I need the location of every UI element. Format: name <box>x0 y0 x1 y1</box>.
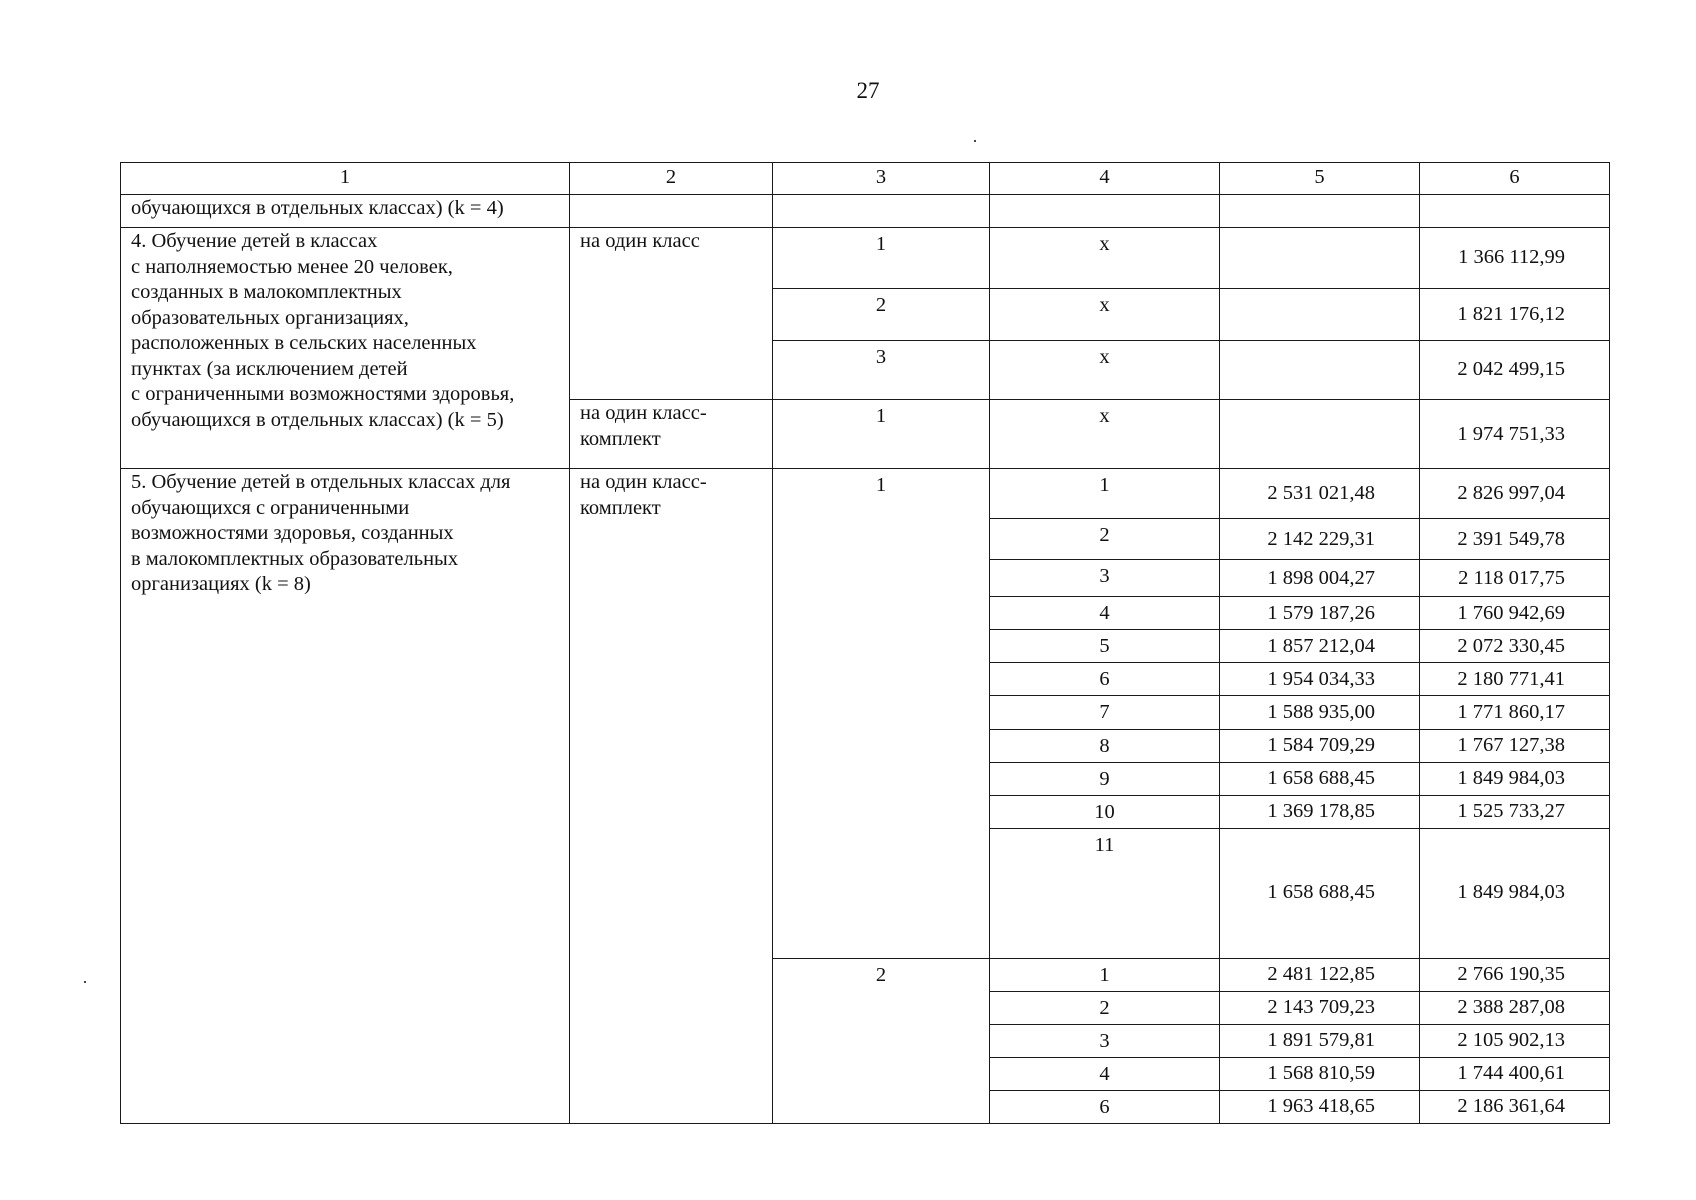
cell-col5: 1 891 579,81 <box>1220 1024 1420 1057</box>
cell-col4: 4 <box>990 597 1220 630</box>
cell-col4: 9 <box>990 762 1220 795</box>
cell-col6: 1 767 127,38 <box>1420 729 1610 762</box>
unit-line: комплект <box>580 427 661 450</box>
description-line: пунктах (за исключением детей <box>131 357 408 380</box>
cell-col5: 1 584 709,29 <box>1220 729 1420 762</box>
cell-col6: 2 766 190,35 <box>1420 958 1610 991</box>
cell-col6: 2 826 997,04 <box>1420 469 1610 519</box>
cell-col6: 1 849 984,03 <box>1420 762 1610 795</box>
description-line: с ограниченными возможностями здоровья, <box>131 383 515 406</box>
cell-col4: 5 <box>990 630 1220 663</box>
cell-col5: 2 143 709,23 <box>1220 991 1420 1024</box>
cell-col5: 1 369 178,85 <box>1220 795 1420 828</box>
cell-col6: 2 180 771,41 <box>1420 663 1610 696</box>
cell-col4: 7 <box>990 696 1220 729</box>
cell-col4: 10 <box>990 795 1220 828</box>
empty-cell <box>570 195 773 228</box>
header-cell: 4 <box>990 163 1220 195</box>
cell-col6: 2 118 017,75 <box>1420 560 1610 597</box>
description-line: расположенных в сельских населенных <box>131 332 477 355</box>
empty-cell <box>1220 195 1420 228</box>
cell-col5: 2 531 021,48 <box>1220 469 1420 519</box>
description-line: 4. Обучение детей в классах <box>131 230 378 253</box>
cell-col4: х <box>990 341 1220 400</box>
cell-col4: 1 <box>990 958 1220 991</box>
scan-speck <box>974 140 976 142</box>
header-cell: 1 <box>121 163 570 195</box>
header-cell: 6 <box>1420 163 1610 195</box>
description-line: созданных в малокомплектных <box>131 281 402 304</box>
cell-col4: х <box>990 289 1220 341</box>
page-number: 27 <box>856 78 880 103</box>
cell-col3: 1 <box>773 469 990 958</box>
description-line: обучающихся в отдельных классах) (k = 5) <box>131 408 504 431</box>
description-line: образовательных организациях, <box>131 306 409 329</box>
empty-cell <box>990 195 1220 228</box>
cell-col6: 2 105 902,13 <box>1420 1024 1610 1057</box>
description-line: 5. Обучение детей в отдельных классах для <box>131 471 511 494</box>
description-line: возможностями здоровья, созданных <box>131 522 454 545</box>
header-cell: 2 <box>570 163 773 195</box>
cell-col4: 2 <box>990 991 1220 1024</box>
cell-col6: 2 186 361,64 <box>1420 1090 1610 1123</box>
cell-col4: 8 <box>990 729 1220 762</box>
description-line: обучающихся с ограниченными <box>131 496 410 519</box>
tariff-table <box>120 162 1610 1124</box>
cell-col6: 2 042 499,15 <box>1420 341 1610 400</box>
section-4-description <box>121 228 570 469</box>
cell-col6: 1 974 751,33 <box>1420 400 1610 469</box>
cell-col4: х <box>990 228 1220 289</box>
scan-speck <box>84 981 86 983</box>
cell-col5: 1 579 187,26 <box>1220 597 1420 630</box>
cell-col4: х <box>990 400 1220 469</box>
cell-col4: 4 <box>990 1057 1220 1090</box>
cell-col5: 1 954 034,33 <box>1220 663 1420 696</box>
unit-line: на один класс- <box>580 402 707 425</box>
continuation-text: обучающихся в отдельных классах) (k = 4) <box>121 195 570 228</box>
description-line: в малокомплектных образовательных <box>131 547 459 570</box>
cell-col6: 2 388 287,08 <box>1420 991 1610 1024</box>
cell-col5 <box>1220 228 1420 289</box>
cell-col5: 1 658 688,45 <box>1220 762 1420 795</box>
cell-col6: 1 366 112,99 <box>1420 228 1610 289</box>
unit-cell <box>570 400 773 469</box>
cell-col4: 2 <box>990 519 1220 560</box>
cell-col6: 1 849 984,03 <box>1420 828 1610 958</box>
unit-line: на один класс- <box>580 471 707 494</box>
cell-col4: 6 <box>990 663 1220 696</box>
cell-col6: 1 760 942,69 <box>1420 597 1610 630</box>
unit-cell <box>570 469 773 1124</box>
cell-col4: 3 <box>990 1024 1220 1057</box>
cell-col5: 1 658 688,45 <box>1220 828 1420 958</box>
header-cell: 5 <box>1220 163 1420 195</box>
cell-col3: 3 <box>773 341 990 400</box>
empty-cell <box>1420 195 1610 228</box>
cell-col6: 1 744 400,61 <box>1420 1057 1610 1090</box>
cell-col6: 2 072 330,45 <box>1420 630 1610 663</box>
cell-col5: 1 898 004,27 <box>1220 560 1420 597</box>
cell-col3: 1 <box>773 400 990 469</box>
unit-line: комплект <box>580 496 661 519</box>
description-line: с наполняемостью менее 20 человек, <box>131 255 453 278</box>
cell-col5 <box>1220 400 1420 469</box>
table-row <box>121 228 1610 289</box>
cell-col5 <box>1220 289 1420 341</box>
cell-col3: 2 <box>773 958 990 1123</box>
cell-col3: 2 <box>773 289 990 341</box>
continuation-row <box>121 195 1610 228</box>
cell-col5: 1 857 212,04 <box>1220 630 1420 663</box>
cell-col6: 1 821 176,12 <box>1420 289 1610 341</box>
empty-cell <box>773 195 990 228</box>
cell-col4: 1 <box>990 469 1220 519</box>
unit-cell: на один класс <box>570 228 773 400</box>
cell-col6: 2 391 549,78 <box>1420 519 1610 560</box>
description-line: организациях (k = 8) <box>131 573 311 596</box>
section-5-description <box>121 469 570 1124</box>
table-row <box>121 469 1610 519</box>
cell-col5: 2 142 229,31 <box>1220 519 1420 560</box>
cell-col4: 11 <box>990 828 1220 958</box>
cell-col4: 6 <box>990 1090 1220 1123</box>
cell-col6: 1 771 860,17 <box>1420 696 1610 729</box>
cell-col5: 1 588 935,00 <box>1220 696 1420 729</box>
cell-col3: 1 <box>773 228 990 289</box>
cell-col4: 3 <box>990 560 1220 597</box>
header-row <box>121 163 1610 195</box>
cell-col5: 1 963 418,65 <box>1220 1090 1420 1123</box>
cell-col5 <box>1220 341 1420 400</box>
header-cell: 3 <box>773 163 990 195</box>
cell-col5: 2 481 122,85 <box>1220 958 1420 991</box>
cell-col5: 1 568 810,59 <box>1220 1057 1420 1090</box>
cell-col6: 1 525 733,27 <box>1420 795 1610 828</box>
